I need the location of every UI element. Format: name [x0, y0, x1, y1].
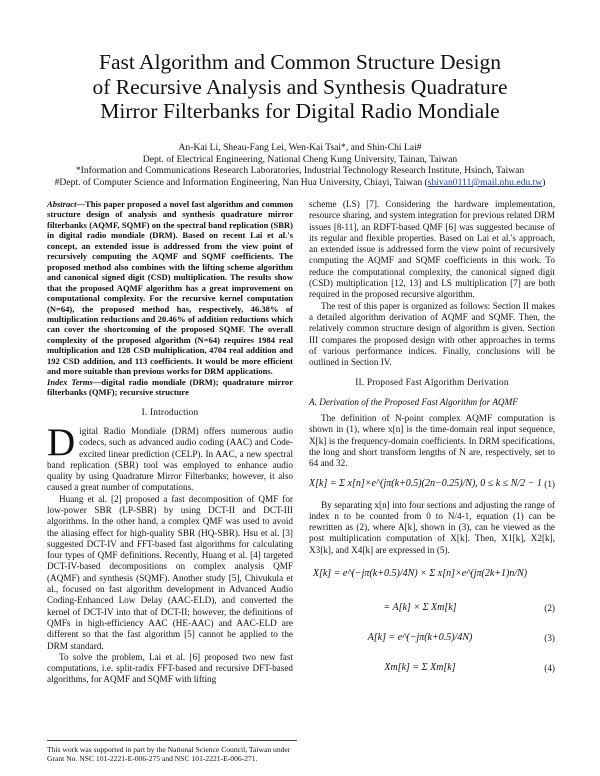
section-heading-introduction: I. Introduction: [141, 407, 199, 418]
abstract-label: Abstract: [47, 199, 77, 209]
affiliation-text: #Dept. of Computer Science and Information Engineering, Nan Hua University, Chiayi, Taiwan (: [54, 177, 428, 189]
equation-number: (3): [544, 633, 555, 644]
equation-number: (2): [544, 603, 555, 614]
section-heading-derivation: II. Proposed Fast Algorithm Derivation: [355, 378, 509, 389]
drop-cap: D: [47, 420, 76, 464]
paper-title: [40, 50, 560, 124]
author-block: [40, 142, 560, 189]
intro-paragraph: [47, 420, 293, 494]
equation-2b: [309, 594, 555, 624]
abstract-text: —This paper proposed a novel fast algorithm and common structure design of analysis and synthesis quadrature mirror filterbanks (AQMF, SQMF) on the spectral band replication (SBR) in digital radio mondiale (DRM). Based on recent Lai et al.'s concept, an extended issue is addressed from the view point of recursively computing the AQMF and SQMF coefficients. The proposed method also combines with the lifting scheme algorithm and canonical signed digit (CSD) multiplication. The results show that the proposed AQMF algorithm has a great improvement on computational complexity. For the recursive kernel computation (N=64), the proposed method has, respectively, 46.38% of multiplication reductions and 20.46% of addition reductions which can cover the shortcoming of the proposed SQMF. The overall complexity of the proposed algorithm (N=64) requires 1984 real multiplication and 128 CSD multiplication, 4704 real addition and 192 CSD addition, and 113 coefficients. It would be more efficient and more suitable than previous works for DRM applications.: [47, 199, 293, 377]
equation-4: [309, 654, 555, 684]
equation-body: X[k] = Σ x[n]×e^(jπ(k+0.5)(2n−0.25)/N), 0 ≤ k ≤ N/2 − 1: [309, 477, 542, 489]
index-terms-label: Index Terms: [47, 376, 93, 387]
equation-number: (1): [544, 478, 555, 489]
body-paragraph: scheme (LS) [7]. Considering the hardware implementation, resource sharing, and system integration for previous related DRM issues [8-11], an RDFT-based QMF [6] was suggested because of its regular and flexible properties. Based on Lai et al.'s approach, an extended issue is addressed form the view point of recursively computing the AQMF and SQMF coefficients in this work. To reduce the computational complexity, the canonical signed digit (CSD) multiplication [12, 13] and LS multiplication [7] are both required in the proposed recursive algorithm.: [309, 199, 555, 300]
body-paragraph: The rest of this paper is organized as follows: Section II makes a detailed algorithm derivation of AQMF and SQMF. Then, the relatively common structure design of algorithm is given. Section III compares the proposed design with other approaches in terms of various performance indices. Finally, conclusions will be outlined in Section IV.: [309, 300, 555, 368]
affiliation: [40, 177, 560, 189]
intro-p1: igital Radio Mondiale (DRM) offers numerous audio codecs, such as advanced audio coding (AAC) and Code-excited linear prediction (CELP). In AAC, a new spectral band replication (SBR) tool was employed to enhance audio quality by using Quadrature Mirror Filterbanks; however, it also caused a great number of computations.: [47, 425, 293, 493]
subsection-heading: A. Derivation of the Proposed Fast Algorithm for AQMF: [309, 396, 518, 407]
equation-1: [309, 474, 555, 496]
title-line: Mirror Filterbanks for Digital Radio Mondiale: [100, 99, 500, 123]
equation-body: Xm[k] = Σ Xm[k]: [384, 662, 456, 674]
equation-3: [309, 628, 555, 650]
title-line: of Recursive Analysis and Synthesis Quadrature: [92, 74, 508, 99]
index-terms-text: —digital radio mondiale (DRM); quadrature mirror filterbanks (QMF); recursive structure: [47, 376, 294, 398]
abstract: [47, 199, 293, 377]
right-column: [309, 199, 555, 688]
email-link[interactable]: shivan0111@mail.nhu.edu.tw: [427, 177, 543, 189]
affiliation-close: ): [542, 177, 546, 189]
equation-body: = A[k] × Σ Xm[k]: [383, 602, 457, 614]
affiliation: Dept. of Electrical Engineering, National Cheng Kung University, Tainan, Taiwan: [142, 153, 458, 165]
intro-p2: Huang et al. [2] proposed a fast decomposition of QMF for low-power SBR (LP-SBR) by using DCT-II and DCT-III algorithms. In the other hand, a complex QMF was used to avoid the aliasing effect for high-quality SBR (HQ-SBR). Hsu et al. [3] suggested DCT-IV and FFT-based fast algorithms for calculating four types of QMF definitions. Recently, Huang et al. [4] targeted DCT-IV-based decompositions on complex analysis QMF (AQMF) and synthesis (SQMF). Another study [5], Chivukula et al., focused on fast algorithm development in Advanced Audio Coding-Enhanced Low Delay (AAC-ELD), and converted the kernel of DCT-IV into that of DCT-II; however, the definitions of QMFs in high-efficiency AAC (HE-AAC) and AAC-ELD are different so that the fast algorithm [5] cannot be applied to the DRM standard.: [47, 493, 293, 651]
body-paragraph: By separating x[n] into four sections and adjusting the range of index n to be counted from 0 to N/4-1, equation (1) can be rewritten as (2), where A[k], shown in (3), can be viewed as the post multiplication computation of X[k]. Then, X1[k], X2[k], X3[k], and X4[k] are expressed in (5).: [309, 499, 555, 555]
equation-body: X[k] = e^(−jπ(k+0.5)/4N) × Σ x[n]×e^(jπ(2k+1)n/N): [312, 568, 528, 580]
authors-line: An-Kai Li, Sheau-Fang Lei, Wen-Kai Tsai*, and Shin-Chi Lai#: [178, 142, 422, 153]
left-column: [47, 199, 293, 686]
equation-body: A[k] = e^(−jπ(k+0.5)/4N): [367, 632, 473, 644]
intro-p3: To solve the problem, Lai et al. [6] proposed two new fast computations, i.e. split-radix FFT-based and recursive DFT-based algorithms, for AQMF and SQMF with lifting: [47, 651, 293, 685]
equation-2a: [309, 560, 555, 590]
affiliation: *Information and Communications Research Laboratories, Industrial Technology Research Institute, Hsinch, Taiwan: [75, 165, 525, 177]
body-paragraph: The definition of N-point complex AQMF computation is shown in (1), where x[n] is the time-domain real input sequence, X[k] is the frequency-domain coefficients. In DRM specifications, the long and short transform lengths of N are, respectively, set to 64 and 32.: [309, 413, 555, 469]
equation-number: (4): [544, 663, 555, 674]
footnote: This work was supported in part by the National Science Council, Taiwan under Grant No. NSC 101-2221-E-006-275 and NSC 101-2221-E-006-271.: [47, 740, 297, 764]
title-line: Fast Algorithm and Common Structure Design: [99, 50, 501, 74]
index-terms: [47, 377, 293, 398]
